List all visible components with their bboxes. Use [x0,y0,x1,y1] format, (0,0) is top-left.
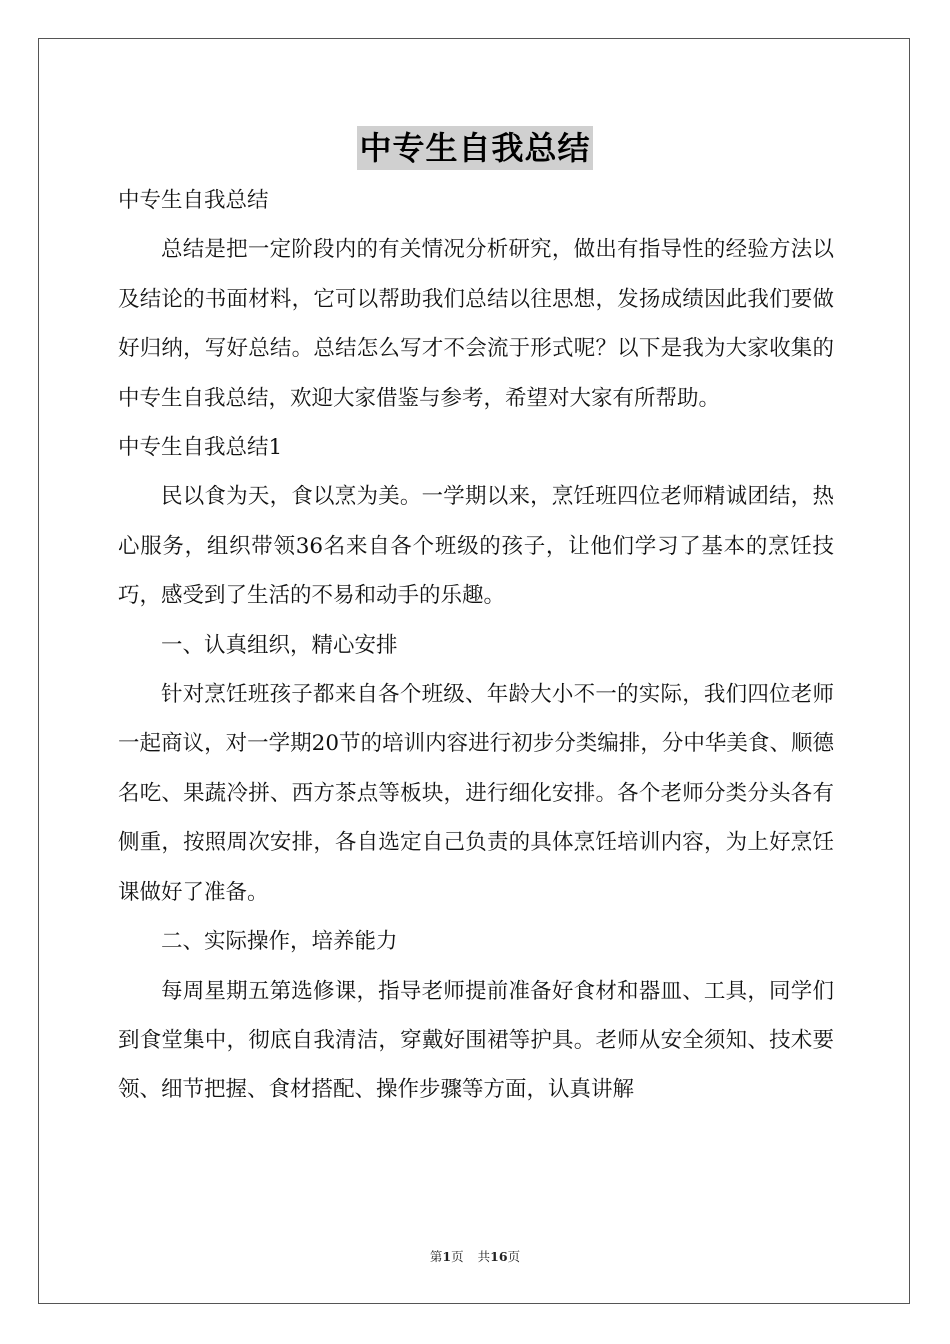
paragraph-section-heading: 中专生自我总结1 [118,435,283,461]
paragraph-point-heading: 一、认真组织，精心安排 [161,632,398,658]
page-footer [0,1248,950,1266]
paragraph-body: 每周星期五第选修课，指导老师提前准备好食材和器皿、工具，同学们到食堂集中，彻底自我清洁，穿戴好围裙等护具。老师从安全须知、技术要领、细节把握、食材搭配、操作步骤等方面，认真讲解 [118,978,834,1103]
page-number-label: 第1页 [429,1249,464,1264]
paragraph-point-heading: 二、实际操作，培养能力 [161,929,398,955]
document-title [0,126,950,170]
paragraph-body: 针对烹饪班孩子都来自各个班级、年龄大小不一的实际，我们四位老师一起商议，对一学期20节的培训内容进行初步分类编排，分中华美食、顺德名吃、果蔬冷拼、西方茶点等板块，进行细化安排。各个老师分类分头各有侧重，按照周次安排，各自选定自己负责的具体烹饪培训内容，为上好烹饪课做好了准备。 [118,682,834,905]
paragraph-subtitle: 中专生自我总结 [118,188,269,213]
paragraph-body: 民以食为天，食以烹为美。一学期以来，烹饪班四位老师精诚团结，热心服务，组织带领36名来自各个班级的孩子，让他们学习了基本的烹饪技巧，感受到了生活的不易和动手的乐趣。 [118,484,834,609]
paragraph-intro: 总结是把一定阶段内的有关情况分析研究，做出有指导性的经验方法以及结论的书面材料，它可以帮助我们总结以往思想，发扬成绩因此我们要做好归纳，写好总结。总结怎么写才不会流于形式呢？以下是我为大家收集的中专生自我总结，欢迎大家借鉴与参考，希望对大家有所帮助。 [118,237,834,411]
total-pages-label: 共16页 [477,1249,521,1264]
document-body [118,176,834,1115]
document-title-text: 中专生自我总结 [357,126,592,170]
